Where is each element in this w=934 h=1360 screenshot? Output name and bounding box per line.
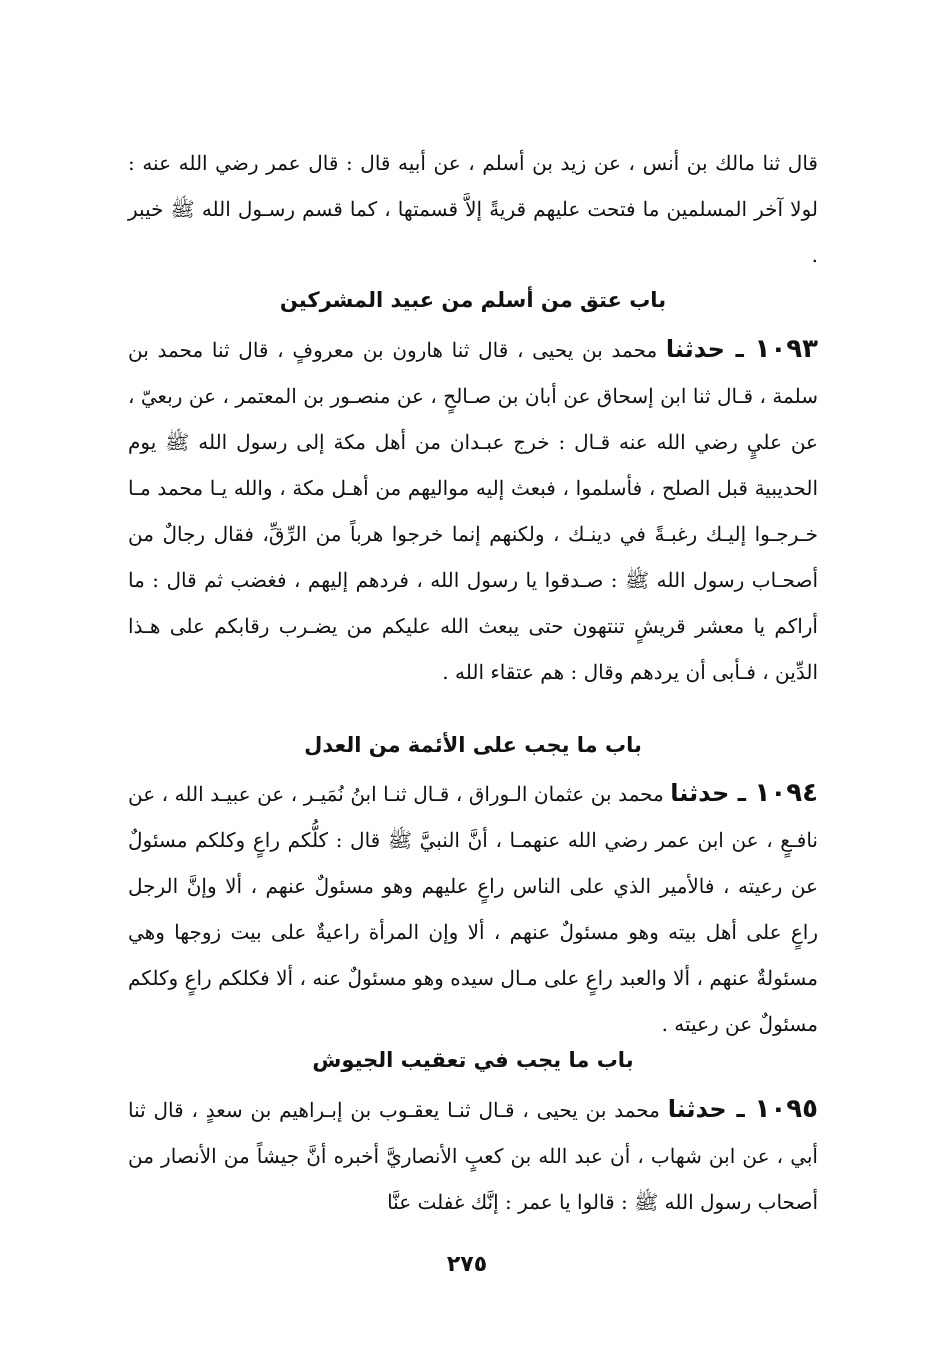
hadith-1095	[128, 1086, 818, 1225]
hadith-opener: حدثنا	[665, 335, 725, 363]
section-heading-1095: باب ما يجب في تعقيب الجيوش	[312, 1048, 634, 1072]
intro-text: قال ثنا مالك بن أنس ، عن زيد بن أسلم ، عن أبيه قال : قال عمر رضي الله عنه : لولا آخر المسلمين ما فتحت عليهم قريةً إلاَّ قسمتها ، كما قسم رسـول الله ﷺ خيبر .	[128, 151, 818, 267]
hadith-opener: حدثنا	[667, 1095, 727, 1123]
hadith-number: ١٠٩٥	[754, 1094, 818, 1124]
hadith-text: محمد بن يحيى ، قال ثنا هارون بن معروفٍ ، قال ثنا محمد بن سلمة ، قـال ثنا ابن إسحاق عن أبان بن صـالحٍ ، عن منصـور بن المعتمر ، عن ربعيّ ، عن عليٍ رضي الله عنه قـال : خرج عبـدان من أهل مكة إلى رسول الله ﷺ يوم الحديبية قبل الصلح ، فأسلموا ، فبعث إليه مواليهم من أهـل مكة ، والله يـا محمد مـا خـرجـوا إليـك رغبـةً في دينـك ، ولكنهم إنما خرجوا هرباً من الرِّقِّ، فقال رجالٌ من أصحـاب رسول الله ﷺ : صـدقوا يا رسول الله ، فردهم إليهم ، فغضب ثم قال : ما أراكم يا معشر قريشٍ تنتهون حتى يبعث الله عليكم من يضـرب رقابكم على هـذا الدِّين ، فـأبى أن يردهم وقال : هم عتقاء الله .	[128, 338, 818, 684]
hadith-text: محمد بن يحيى ، قـال ثنـا يعقـوب بن إبـراهيم بن سعدٍ ، قال ثنا أبي ، عن ابن شهاب ، أن عبد الله بن كعبٍ الأنصاريَّ أخبره أنَّ جيشاً من الأنصار من أصحاب رسول الله ﷺ : قالوا يا عمر : إنَّك غفلت عنَّا	[128, 1098, 818, 1214]
hadith-dash: ـ	[724, 335, 755, 363]
hadith-number: ١٠٩٤	[754, 778, 818, 808]
page-number: ٢٧٥	[446, 1252, 488, 1277]
hadith-opener: حدثنا	[670, 779, 730, 807]
hadith-dash: ـ	[726, 1095, 755, 1123]
hadith-dash: ـ	[729, 779, 755, 807]
section-heading-1093: باب عتق من أسلم من عبيد المشركين	[279, 288, 667, 312]
intro-paragraph	[128, 140, 818, 278]
hadith-1094	[128, 770, 818, 1047]
section-heading-1094: باب ما يجب على الأئمة من العدل	[304, 733, 642, 757]
hadith-number: ١٠٩٣	[754, 334, 819, 364]
hadith-text: محمد بن عثمان الـوراق ، قـال ثنـا ابنُ نُمَيـر ، عن عبيـد الله ، عن نافـعٍ ، عن ابن عمر رضي الله عنهمـا ، أنَّ النبيَّ ﷺ قال : كلُّكم راعٍ وكلكم مسئولٌ عن رعيته ، فالأمير الذي على الناس راعٍ عليهم وهو مسئولٌ عنهم ، ألا وإنَّ الرجل راعٍ على أهل بيته وهو مسئولٌ عنهم ، ألا وإن المرأة راعيةٌ على بيت زوجها وهي مسئولةٌ عنهم ، ألا والعبد راعٍ على مـال سيده وهو مسئولٌ عنه ، ألا فكلكم راعٍ وكلكم مسئولٌ عن رعيته .	[128, 782, 818, 1036]
hadith-1093	[128, 326, 818, 695]
